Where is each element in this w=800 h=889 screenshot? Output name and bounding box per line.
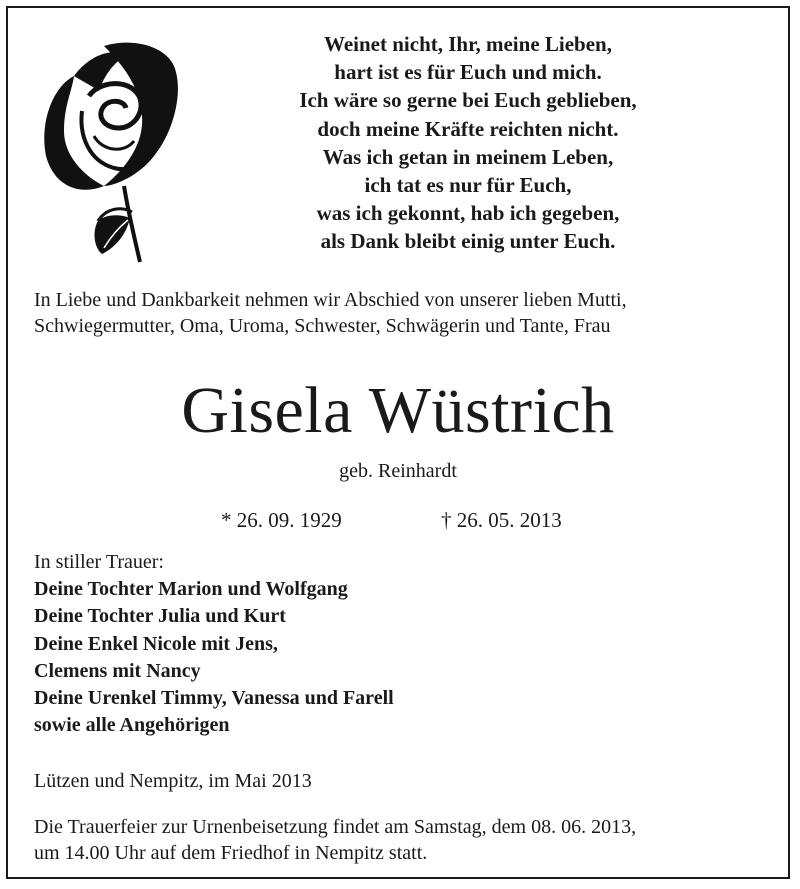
- mourner-line: sowie alle Angehörigen: [34, 714, 230, 737]
- mourners-list: [34, 549, 774, 739]
- poem-line: Ich wäre so gerne bei Euch geblieben,: [299, 88, 637, 113]
- maiden-name: geb. Reinhardt: [339, 460, 457, 482]
- poem-line: hart ist es für Euch und mich.: [334, 60, 602, 85]
- intro-text: [34, 287, 784, 339]
- service-line-1: Die Trauerfeier zur Urnenbeisetzung findet am Samstag, dem 08. 06. 2013,: [34, 816, 637, 838]
- obituary-notice: [6, 6, 790, 879]
- mourner-line: Deine Urenkel Timmy, Vanessa und Farell: [34, 687, 394, 710]
- poem-line: als Dank bleibt einig unter Euch.: [320, 229, 616, 254]
- service-info: [34, 814, 784, 866]
- mourner-line: Deine Enkel Nicole mit Jens,: [34, 632, 278, 655]
- mourner-line: Clemens mit Nancy: [34, 659, 201, 682]
- birth-date: * 26. 09. 1929: [221, 508, 342, 532]
- poem-line: Weinet nicht, Ihr, meine Lieben,: [324, 32, 612, 56]
- mourner-line: Deine Tochter Marion und Wolfgang: [34, 578, 348, 601]
- poem-line: Was ich getan in meinem Leben,: [322, 144, 614, 169]
- place-date: Lützen und Nempitz, im Mai 2013: [34, 770, 312, 792]
- poem-line: was ich gekonnt, hab ich gegeben,: [316, 201, 620, 226]
- poem: [188, 30, 748, 256]
- mourner-line: Deine Tochter Julia und Kurt: [34, 605, 286, 628]
- intro-line-1: In Liebe und Dankbarkeit nehmen wir Abschied von unserer lieben Mutti,: [34, 289, 627, 311]
- service-line-2: um 14.00 Uhr auf dem Friedhof in Nempitz statt.: [34, 842, 428, 864]
- poem-line: ich tat es nur für Euch,: [364, 173, 572, 198]
- death-date: † 26. 05. 2013: [441, 508, 562, 532]
- poem-line: doch meine Kräfte reichten nicht.: [317, 116, 619, 141]
- rose-icon: [34, 36, 194, 264]
- intro-line-2: Schwiegermutter, Oma, Uroma, Schwester, Schwägerin und Tante, Frau: [34, 315, 611, 337]
- mourners-heading: In stiller Trauer:: [34, 551, 164, 573]
- deceased-name: Gisela Wüstrich: [181, 374, 615, 447]
